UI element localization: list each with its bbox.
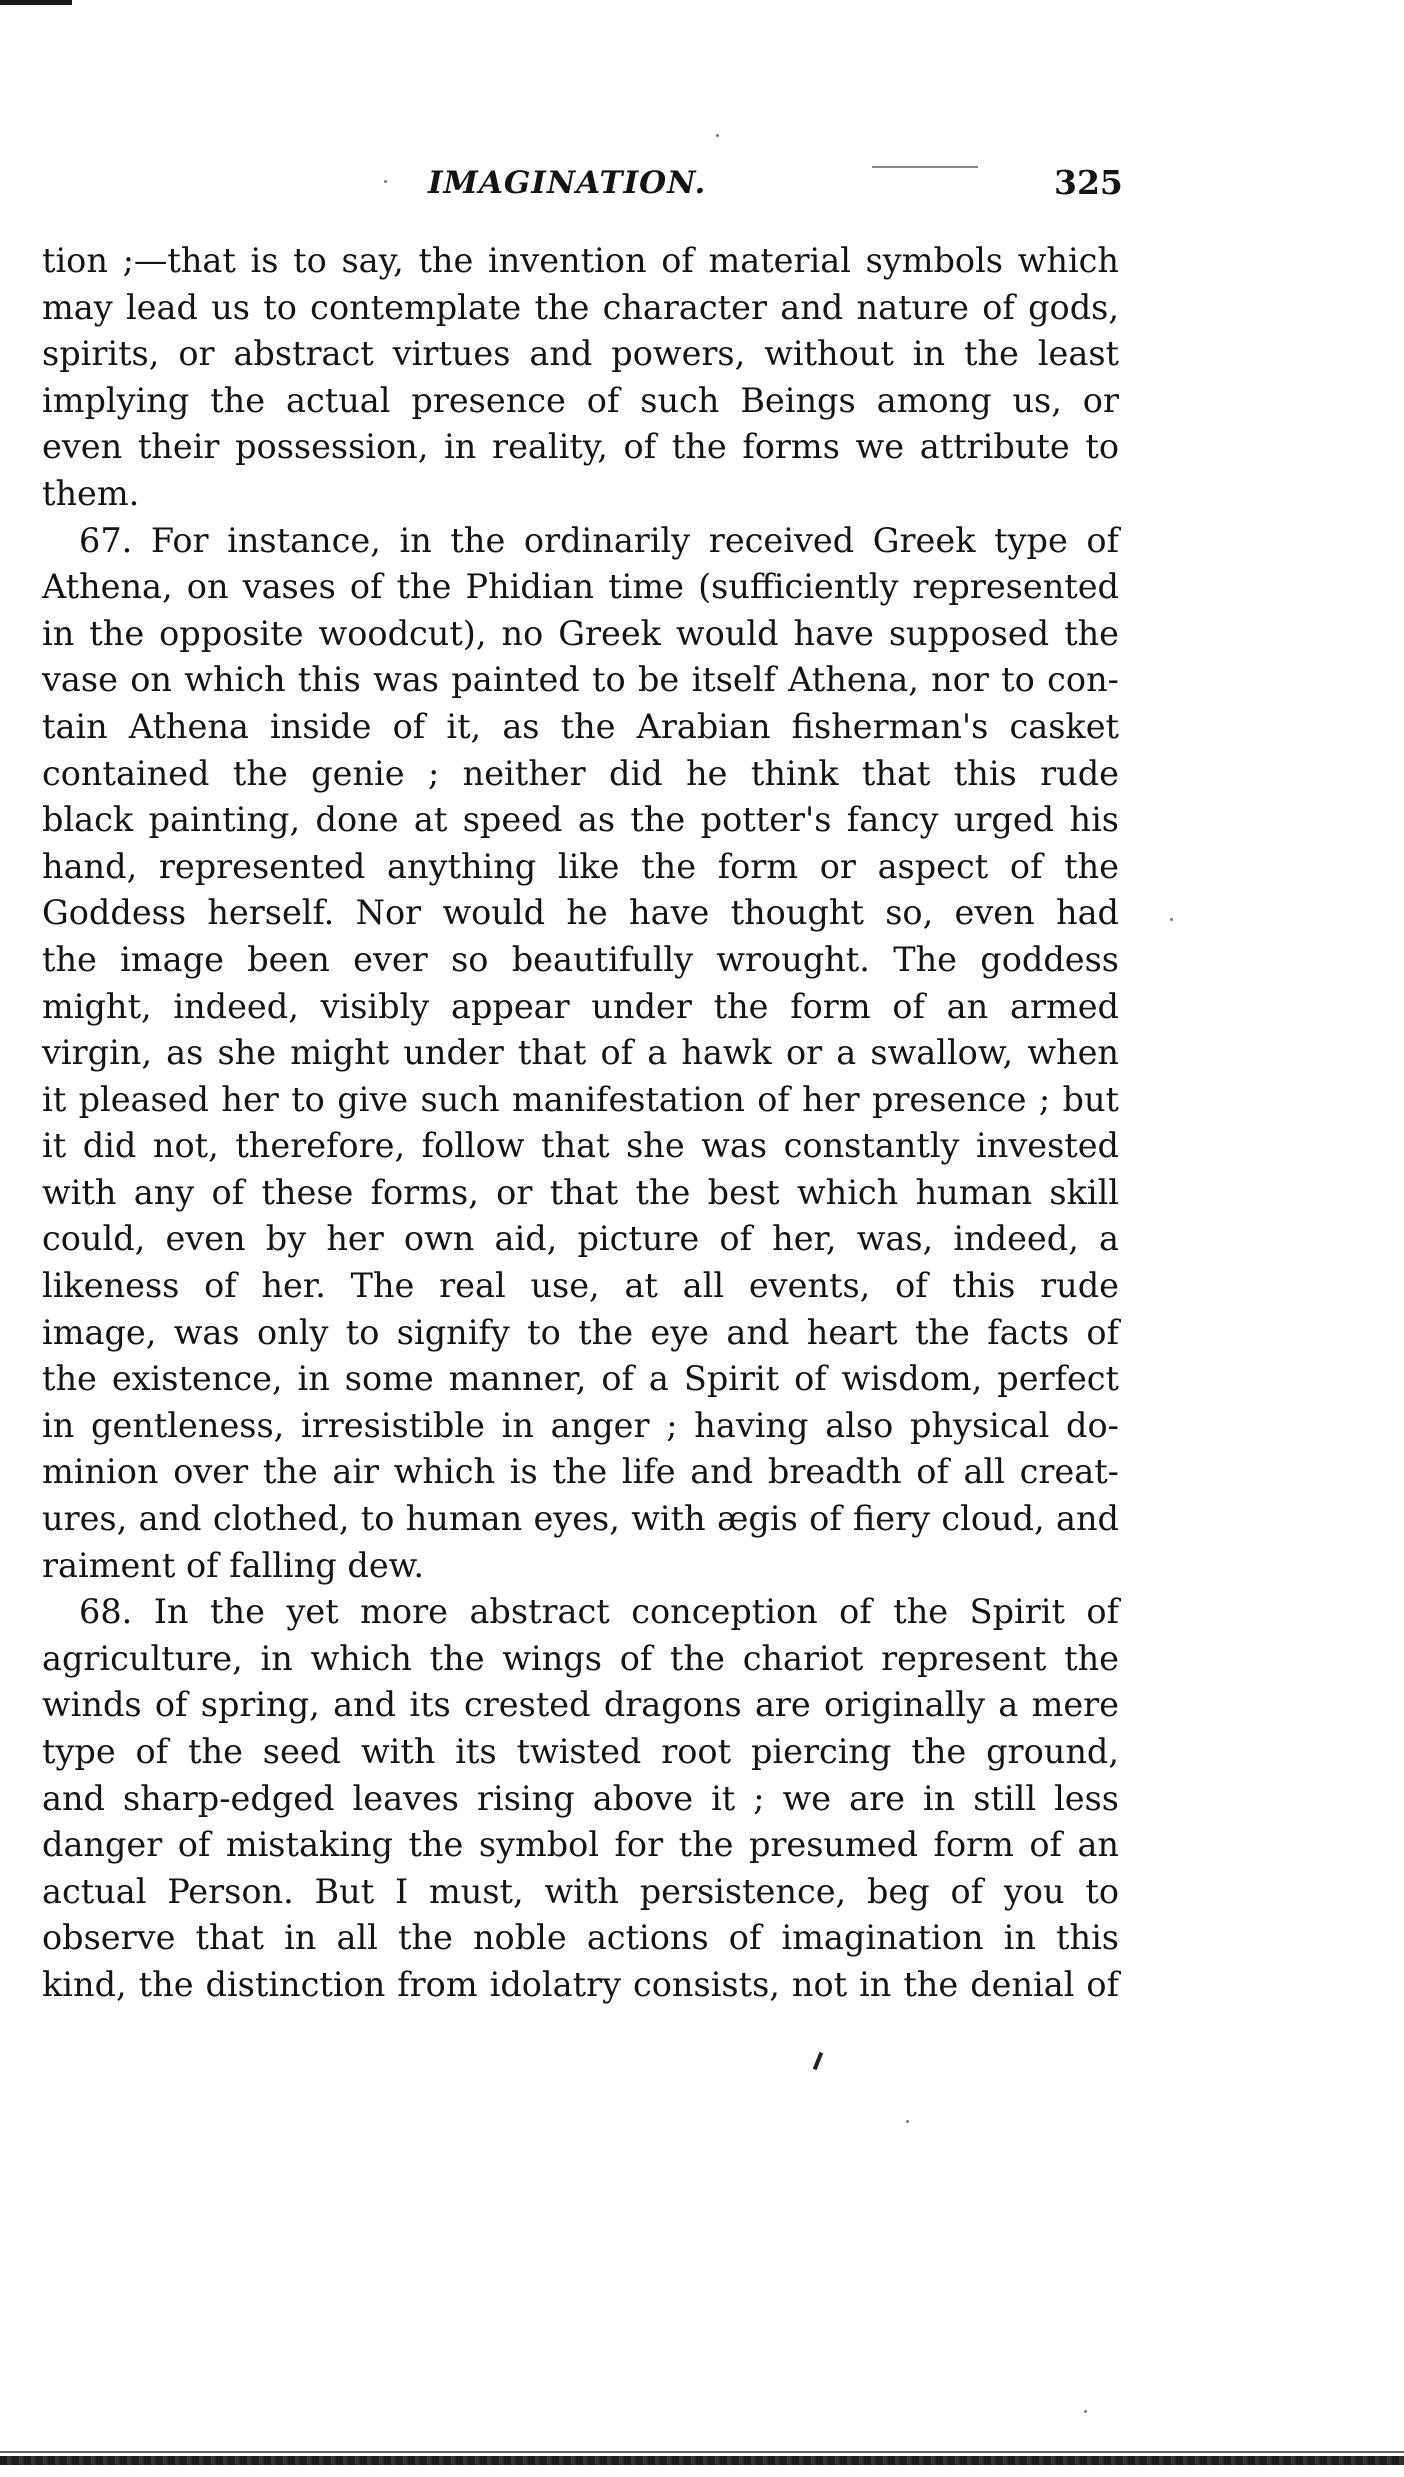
ink-tick-mark <box>813 2052 823 2070</box>
ink-speck <box>1170 918 1173 921</box>
text-line: tion ;—that is to say, the invention of material symbols which <box>42 241 1119 280</box>
text-line: them. <box>42 473 140 513</box>
text-line: the existence, in some manner, of a Spirit of wisdom, perfect <box>42 1359 1119 1399</box>
text-line: agriculture, in which the wings of the chariot represent the <box>42 1638 1119 1678</box>
text-line: danger of mistaking the symbol for the presumed form of an <box>42 1825 1119 1865</box>
running-title: IMAGINATION. <box>428 165 707 201</box>
paragraph-start-68: 68. In the yet more abstract conception of the Spirit of <box>79 1592 1119 1632</box>
text-line: ures, and clothed, to human eyes, with ægis of fiery cloud, and <box>42 1499 1119 1539</box>
text-line: black painting, done at speed as the potter's fancy urged his <box>42 800 1119 840</box>
text-line: Goddess herself. Nor would he have thought so, even had <box>42 893 1119 933</box>
ink-speck <box>716 134 719 137</box>
text-line: and sharp-edged leaves rising above it ; we are in still less <box>42 1778 1119 1818</box>
text-line: implying the actual presence of such Beings among us, or <box>42 380 1119 420</box>
text-line: tain Athena inside of it, as the Arabian fisherman's casket <box>42 706 1119 746</box>
text-line: winds of spring, and its crested dragons are originally a mere <box>42 1685 1119 1725</box>
text-line: may lead us to contemplate the character and nature of gods, <box>42 287 1119 327</box>
scan-bottom-edge <box>0 2456 1404 2465</box>
running-head <box>0 158 1404 208</box>
scan-corner-mark <box>0 0 72 5</box>
ink-speck <box>906 2120 909 2123</box>
page-number: 325 <box>1054 163 1123 202</box>
text-line: vase on which this was painted to be itself Athena, nor to con- <box>42 660 1119 700</box>
text-line: the image been ever so beautifully wrought. The goddess <box>42 939 1119 979</box>
text-line: type of the seed with its twisted root piercing the ground, <box>42 1732 1119 1771</box>
text-line: image, was only to signify to the eye and heart the facts of <box>42 1312 1119 1352</box>
text-line: with any of these forms, or that the best which human skill <box>42 1172 1119 1212</box>
text-line: kind, the distinction from idolatry consists, not in the denial of <box>42 1964 1119 2004</box>
text-line: minion over the air which is the life and breadth of all creat- <box>42 1452 1119 1492</box>
text-line: it pleased her to give such manifestation of her presence ; but <box>42 1079 1119 1119</box>
ink-speck <box>1084 2410 1087 2413</box>
text-line: Athena, on vases of the Phidian time (sufficiently represented <box>42 567 1119 607</box>
text-line: spirits, or abstract virtues and powers, without in the least <box>42 334 1119 374</box>
text-line: likeness of her. The real use, at all events, of this rude <box>42 1266 1119 1306</box>
text-line: virgin, as she might under that of a hawk or a swallow, when <box>42 1033 1119 1073</box>
scan-edge-line <box>0 2451 1404 2453</box>
text-line: actual Person. But I must, with persistence, beg of you to <box>42 1871 1119 1911</box>
text-line: it did not, therefore, follow that she was constantly invested <box>42 1126 1119 1166</box>
text-line: in gentleness, irresistible in anger ; having also physical do- <box>42 1405 1119 1445</box>
text-line: even their possession, in reality, of the forms we attribute to <box>42 427 1119 467</box>
header-dash <box>872 166 978 168</box>
text-line: raiment of falling dew. <box>42 1545 424 1585</box>
text-line: might, indeed, visibly appear under the form of an armed <box>42 986 1119 1026</box>
text-line: hand, represented anything like the form or aspect of the <box>42 846 1119 886</box>
text-line: observe that in all the noble actions of imagination in this <box>42 1918 1119 1958</box>
paragraph-start-67: 67. For instance, in the ordinarily received Greek type of <box>79 520 1119 560</box>
text-line: in the opposite woodcut), no Greek would have supposed the <box>42 613 1119 653</box>
text-line: contained the genie ; neither did he think that this rude <box>42 753 1119 793</box>
body-text <box>42 238 1119 2009</box>
text-line: could, even by her own aid, picture of her, was, indeed, a <box>42 1219 1119 1259</box>
ink-speck <box>384 180 387 183</box>
